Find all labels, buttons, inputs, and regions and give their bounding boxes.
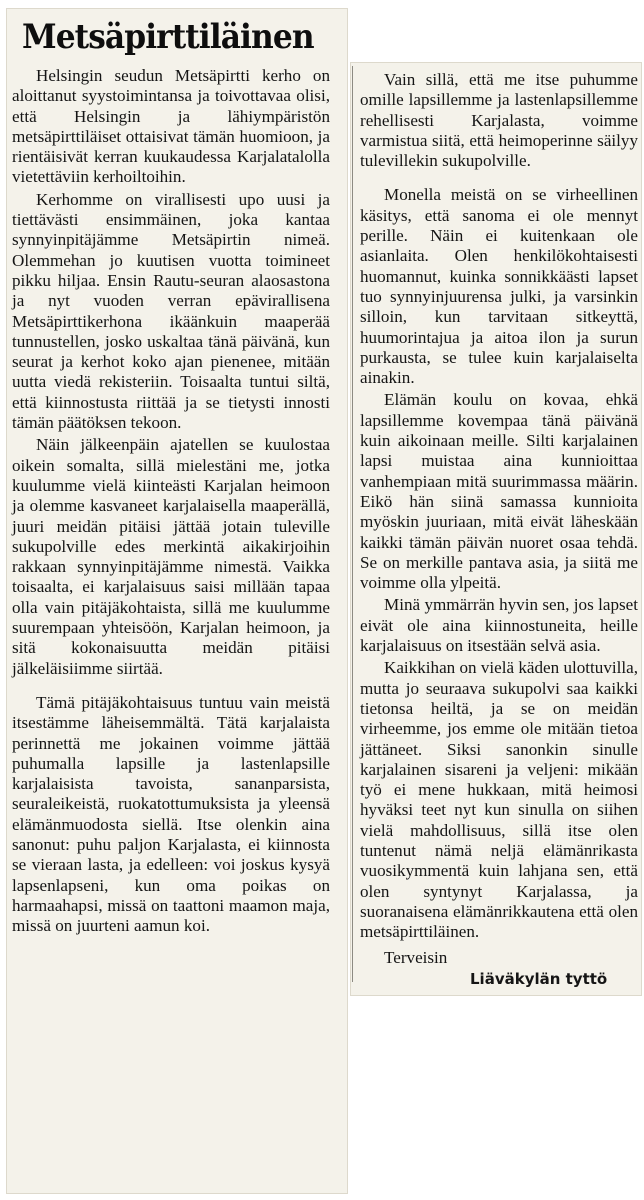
article-title: Metsäpirttiläinen <box>22 17 314 57</box>
column-divider <box>352 66 353 982</box>
paragraph: Kerhomme on virallisesti upo uusi ja tiettävästi ensimmäinen, joka kantaa synnyinpitäjämme Metsäpirtin nimeä. Olemmehan jo kuutisen vuotta toimineet pikku hiljaa. Ensin Rautu-seuran alaosastona ja nyt vuoden verran epävirallisena Metsäpirttikerhona ikäänkuin maaperää tunnustellen, josko uskaltaa tänä päivänä, kun seurat ja kerhot koko ajan pienenee, mitään uutta viedä rekisteriin. Toisaalta tuntui siltä, että kiinnostusta riittää ja se tietysti innosti tämän päätöksen tekoon. <box>12 189 330 433</box>
article-right-column <box>360 70 638 942</box>
article-left-column <box>12 66 330 936</box>
paragraph: Näin jälkeenpäin ajatellen se kuulostaa oikein somalta, sillä mielestäni me, jotka kuulumme vielä kiinteästi Karjalan heimoon ja olemme kasvaneet karjalaisella maaperällä, juuri meidän pitäisi jättää jotain tuleville sukupolville edes merkintä aikakirjoihin rakkaan synnyinpitäjämme nimestä. Vaikka toisaalta, ei karjalaisuus saisi millään tapaa olla vain pitäjäkohtaista, sillä me kuulumme suurempaan yhteisöön, Karjalan heimoon, ja sitä kokonaisuutta meidän pitäisi jälkeläisiimme siirtää. <box>12 435 330 678</box>
paragraph: Helsingin seudun Metsäpirtti kerho on aloittanut syystoimintansa ja toivottavaa olisi, että Helsingin ja lähiympäristön metsäpirttiläiset ottaisivat tämän huomioon, ja rientäisivät kerran kuukaudessa Karjalatalolla vietettäviin kerhoiltoihin. <box>12 66 330 187</box>
paragraph: Vain sillä, että me itse puhumme omille lapsillemme ja lastenlapsillemme rehellisesti Karjalasta, voimme varmistua siitä, että heimoperinne säilyy tulevillekin sukupolville. <box>360 70 638 171</box>
paragraph: Elämän koulu on kovaa, ehkä lapsillemme kovempaa tänä päivänä kuin aikoinaan meille. Silti karjalainen lapsi muistaa aina kunnioittaa vanhempiaan mitä suurimmassa määrin. Eikö hän siinä samassa kunnioita myöskin juuriaan, mitä eivät läheskään kaikki tämän päivän nuoret osaa tehdä. Se on merkille pantava asia, ja siitä me voimme olla ylpeitä. <box>360 390 638 593</box>
signoff-greeting: Terveisin <box>384 948 448 967</box>
author-signature: Liäväkylän tyttö <box>470 970 608 988</box>
paragraph: Tämä pitäjäkohtaisuus tuntuu vain meistä itsestämme läheisemmältä. Tätä karjalaista perinnettä me jokainen voimme jättää puhumalla lapsille ja lastenlapsille karjalaisista tavoista, sananparsista, seuraleikeistä, ruokatottumuksista ja yleensä elämänmuodosta siellä. Itse olenkin aina sanonut: puhu paljon Karjalasta, ei kiinnosta se vieraan lasta, ja edelleen: voi joskus kysyä lapsenlapseni, kun oma poikas on harmaahapsi, missä on taattoni maamon maja, missä on juurteni aamun koi. <box>12 692 330 936</box>
paragraph: Monella meistä on se virheellinen käsitys, että sanoma ei ole mennyt perille. Näin ei kuitenkaan ole asianlaita. Olen henkilökohtaisesti huomannut, kuinka sonnikkäästi lapset tuo synnyinjuurensa julki, ja varsinkin silloin, kun tarvitaan sitkeyttä, huumorintajua ja aitoa ilon ja surun purkausta, se tulee kuin karjalaiselta ainakin. <box>360 185 638 388</box>
paragraph: Kaikkihan on vielä käden ulottuvilla, mutta jo seuraava sukupolvi saa kaikki tietonsa heiltä, ja se on meidän virheemme, jos emme ole mitään tietoa jättäneet. Siksi sanonkin sinulle karjalainen sisareni ja veljeni: mikään työ ei mene hukkaan, mitä heimosi hyväksi teet nyt kun sinulla on siihen vielä mahdollisuus, sillä itse olen tuntenut nämä neljä elämänrikasta vuosikymmentä kuin lahjana sen, että olen syntynyt Karjalassa, ja suoranaisena elämänrikkautena että olen metsäpirttiläinen. <box>360 658 638 942</box>
paragraph: Minä ymmärrän hyvin sen, jos lapset eivät ole aina kiinnostuneita, heille karjalaisuus on itsestään selvä asia. <box>360 595 638 656</box>
